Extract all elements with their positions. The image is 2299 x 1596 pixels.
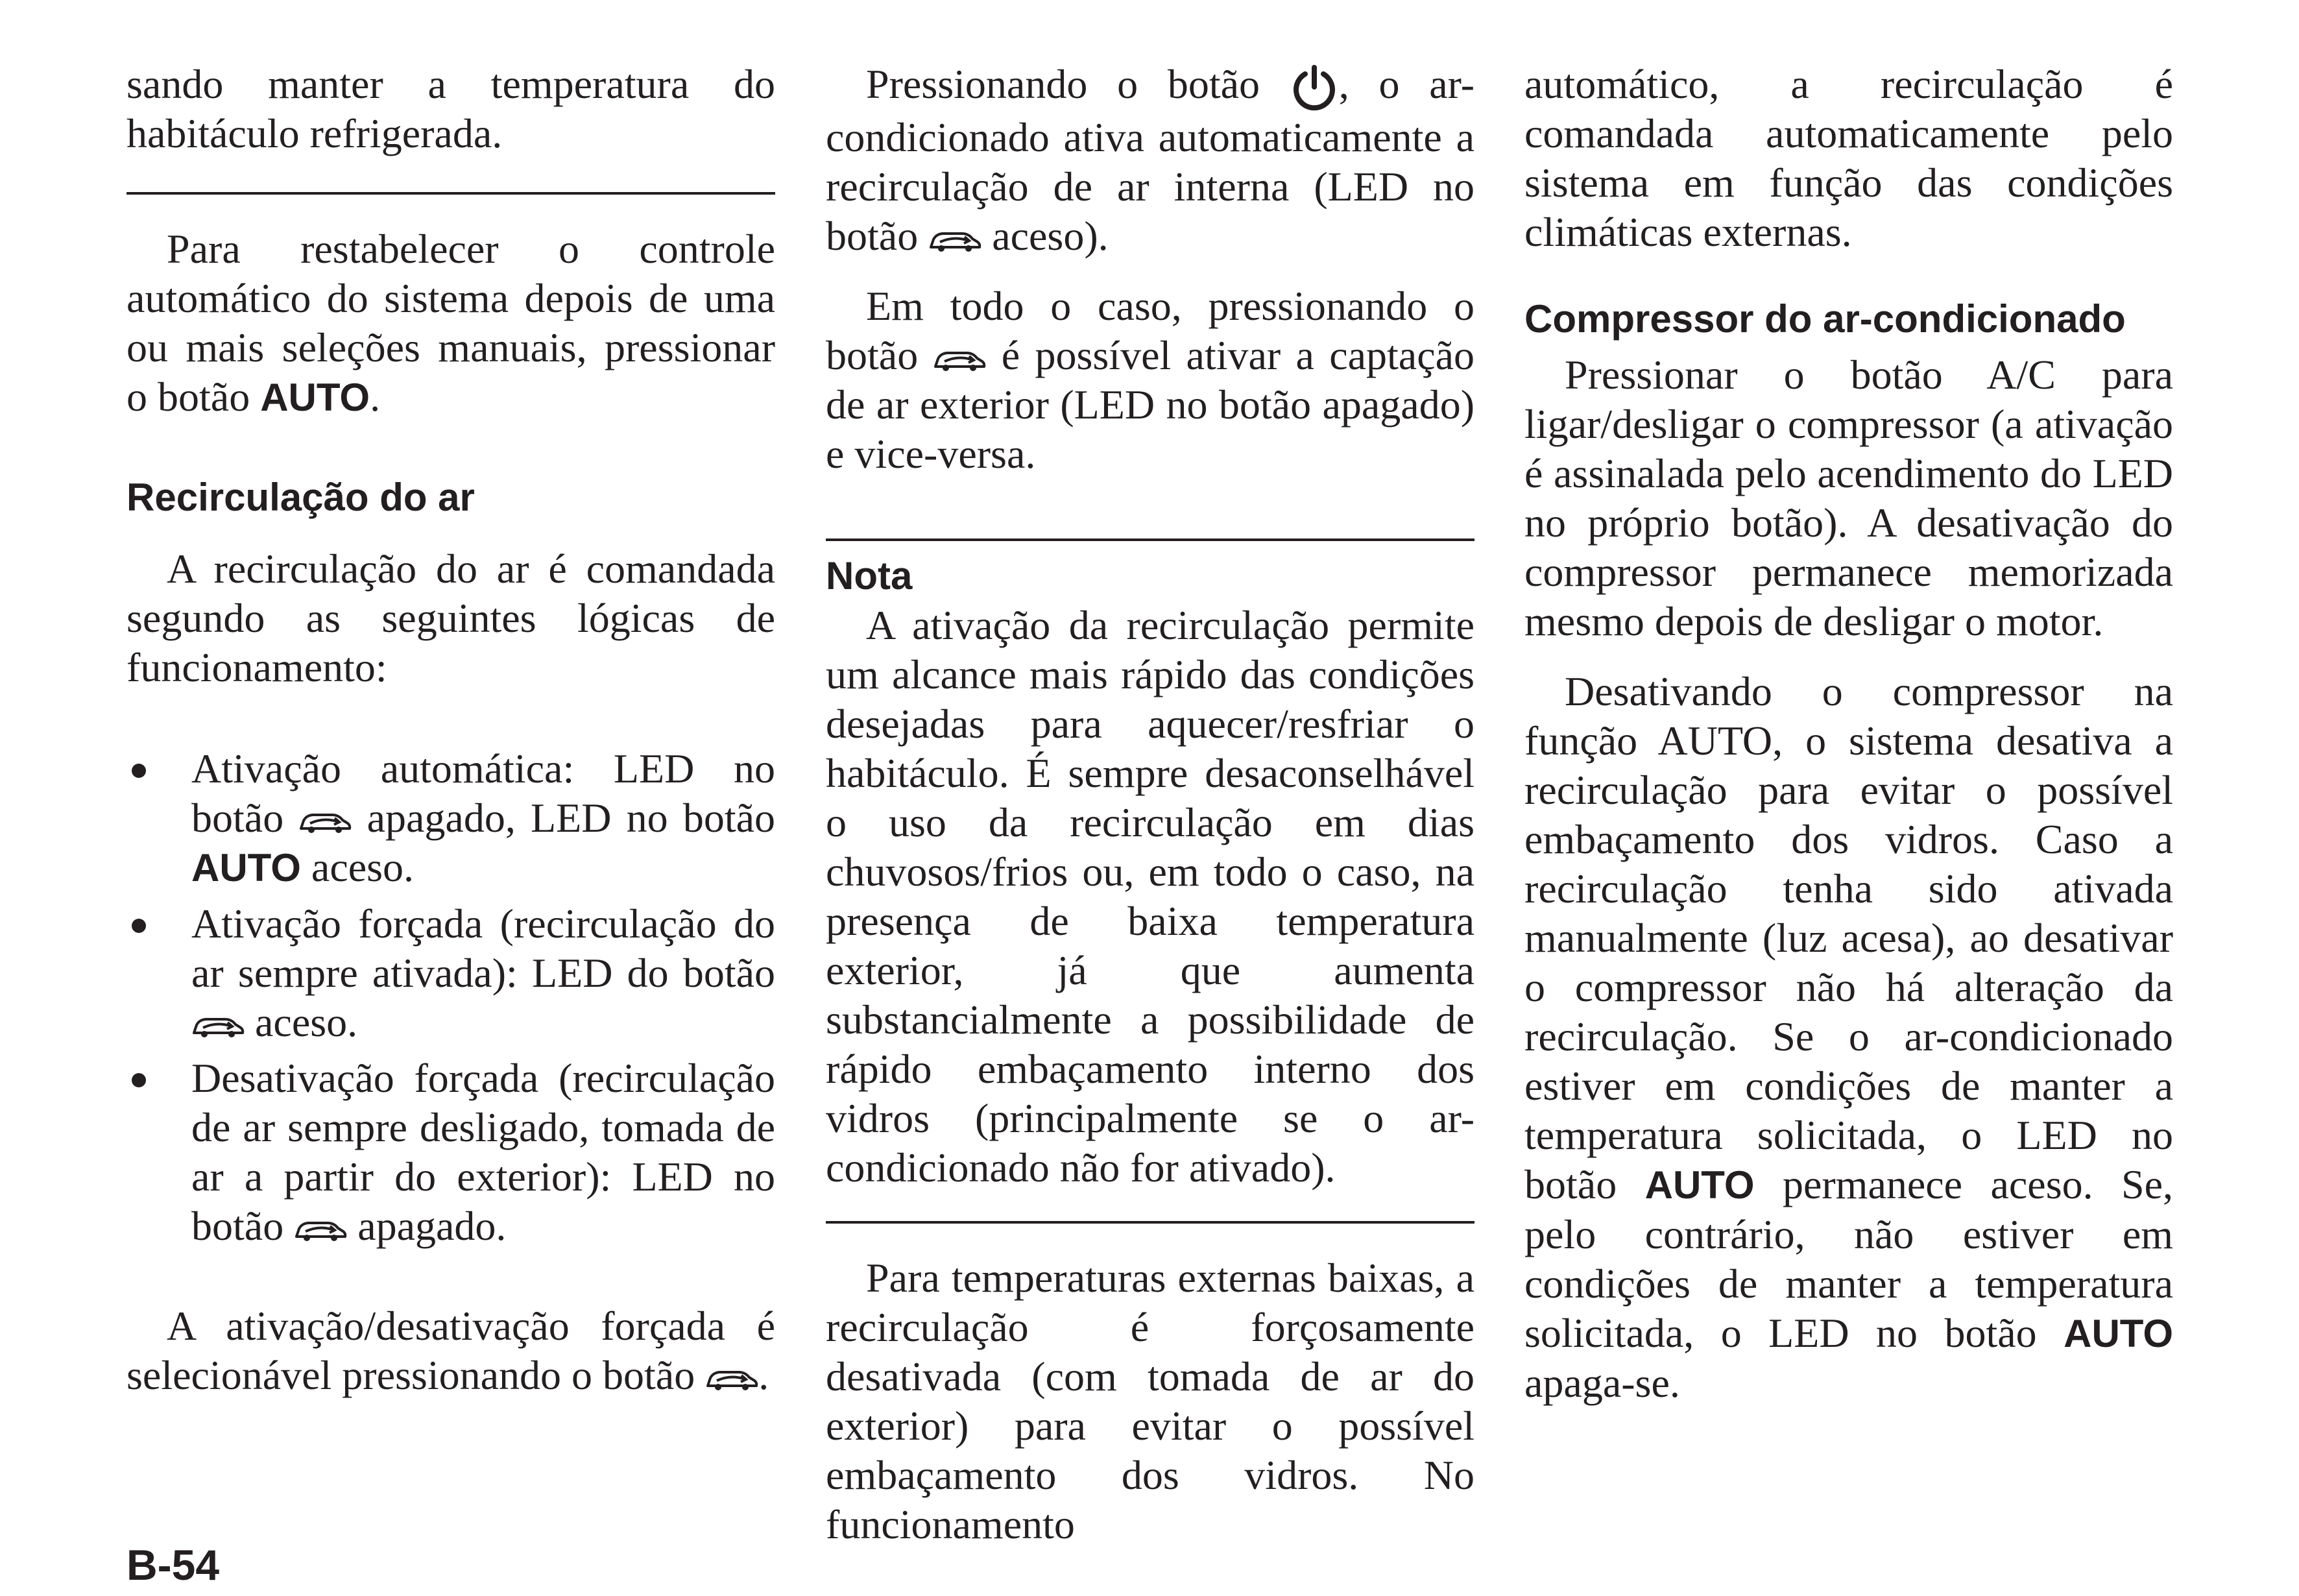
car-recirculation-icon bbox=[933, 347, 986, 373]
paragraph-compressor-auto bbox=[1524, 667, 2173, 1408]
paragraph-auto-restore bbox=[126, 224, 775, 422]
column-right bbox=[1524, 60, 2173, 1408]
text: . bbox=[370, 374, 381, 420]
car-recirculation-icon bbox=[294, 1217, 347, 1243]
text: Ativação automática: LED no botão bbox=[191, 745, 775, 841]
bold-auto: AUTO bbox=[191, 846, 301, 889]
divider bbox=[126, 192, 775, 195]
text: Desativação forçada (recirculação de ar sempre desligado, tomada de ar a partir do exterior): LED no botão bbox=[191, 1055, 775, 1249]
car-recirculation-icon bbox=[705, 1366, 758, 1392]
car-recirculation-icon bbox=[191, 1013, 245, 1039]
text: Desativando o compressor na função AUTO, o sistema desativa a recirculação para evitar o possível embaçamento dos vidros. Caso a recirculação tenha sido ativada manualmente (luz acesa), ao desativar o compressor não há alteração da recirculação. Se o ar-condicionado estiver em condições de manter a temperatura solicitada, o LED no botão bbox=[1524, 668, 2173, 1207]
paragraph-compressor-toggle: Pressionar o botão A/C para ligar/desligar o compressor (a ativação é assinalada pelo acendimento do LED no próprio botão). A desativação do compressor permanece memorizada mesmo depois de desligar o motor. bbox=[1524, 352, 2173, 644]
text: Em todo o caso, pressionando o botão bbox=[826, 283, 1474, 379]
car-recirculation-icon bbox=[928, 228, 981, 254]
note-heading: Nota bbox=[826, 554, 913, 598]
bold-auto: AUTO bbox=[2064, 1312, 2174, 1355]
paragraph-forced-activation bbox=[126, 1301, 775, 1400]
list-item bbox=[126, 899, 775, 1047]
text: aceso). bbox=[992, 213, 1109, 260]
text: permanece aceso. Se, pelo contrário, não estiver em condições de manter a temperatura solicitada, o LED no botão bbox=[1524, 1161, 2174, 1356]
paragraph-recirculation-logic: A recirculação do ar é comandada segundo as seguintes lógicas de funcionamento: bbox=[126, 546, 775, 690]
note-text: A ativação da recirculação permite um alcance mais rápido das condições desejadas para aquecer/resfriar o habitáculo. É sempre desaconselhável o uso da recirculação em dias chuvosos/frios ou, em todo o caso, na presença de baixa temperatura exterior, já que aumenta substancialmente a possibilidade de rápido embaçamento interno dos vidros (principalmente se o ar-condicionado não for ativado). bbox=[826, 602, 1474, 1191]
bullet-list bbox=[126, 744, 775, 1251]
bullet-icon bbox=[132, 919, 146, 933]
bullet-icon bbox=[132, 764, 146, 778]
paragraph-outside-air bbox=[826, 282, 1474, 479]
text: . bbox=[758, 1352, 769, 1398]
text: apagado, LED no botão bbox=[367, 795, 776, 841]
car-recirculation-icon bbox=[298, 809, 352, 835]
column-middle bbox=[826, 60, 1474, 1549]
divider bbox=[826, 1221, 1474, 1224]
text: , o ar-condicionado ativa automaticamente a recirculação de ar interna (LED no botão bbox=[826, 61, 1474, 260]
text: apaga-se. bbox=[1524, 1360, 1680, 1406]
list-item bbox=[126, 1054, 775, 1251]
text: aceso. bbox=[255, 999, 358, 1045]
paragraph-low-temperature: Para temperaturas externas baixas, a recirculação é forçosamente desativada (com tomada de ar do exterior) para evitar o possível embaçamento dos vidros. No funcionamento bbox=[826, 1255, 1474, 1548]
paragraph-continuation: automático, a recirculação é comandada automaticamente pelo sistema em função das condições climáticas externas. bbox=[1524, 61, 2173, 255]
page-number: B-54 bbox=[126, 1541, 220, 1589]
column-left bbox=[126, 60, 775, 1400]
paragraph-power-button bbox=[826, 60, 1474, 261]
text: Ativação forçada (recirculação do ar sempre ativada): LED do botão bbox=[191, 901, 775, 996]
text: aceso. bbox=[311, 844, 415, 890]
section-heading-recirculation: Recirculação do ar bbox=[126, 476, 475, 519]
text: A ativação/desativação forçada é selecionável pressionando o botão bbox=[126, 1303, 775, 1398]
bold-auto: AUTO bbox=[1644, 1163, 1755, 1207]
list-item bbox=[126, 744, 775, 893]
text: Pressionando o botão bbox=[866, 61, 1260, 107]
bold-auto: AUTO bbox=[260, 376, 370, 419]
text: é possível ativar a captação de ar exterior (LED no botão apagado) e vice-versa. bbox=[826, 332, 1475, 478]
text: Para restabelecer o controle automático do sistema depois de uma ou mais seleções manuais, pressionar o botão bbox=[126, 226, 775, 420]
power-icon bbox=[1290, 64, 1339, 113]
section-heading-compressor: Compressor do ar-condicionado bbox=[1524, 297, 2126, 341]
text: apagado. bbox=[357, 1203, 507, 1249]
divider bbox=[826, 538, 1474, 541]
paragraph-continuation: sando manter a temperatura do habitáculo refrigerada. bbox=[126, 61, 775, 156]
bullet-icon bbox=[132, 1073, 146, 1087]
